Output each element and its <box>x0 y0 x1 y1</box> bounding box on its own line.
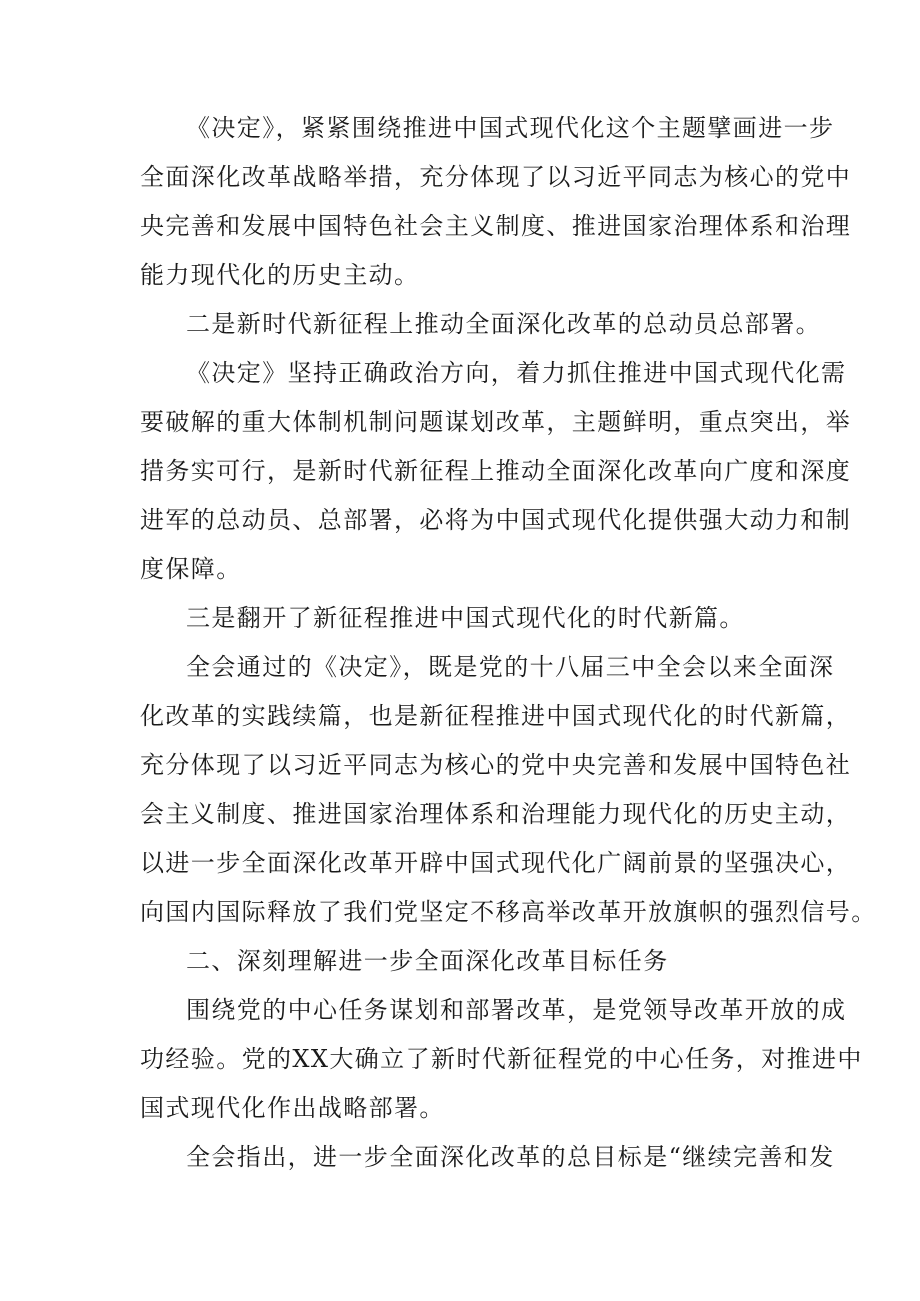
paragraph-3-line-4: 进军的总动员、总部署，必将为中国式现代化提供强大动力和制 <box>140 506 852 534</box>
paragraph-5-line-6: 向国内国际释放了我们党坚定不移高举改革开放旗帜的强烈信号。 <box>140 898 877 926</box>
paragraph-7-line-2: 功经验。党的XX大确立了新时代新征程党的中心任务，对推进中 <box>140 1045 863 1073</box>
section-heading: 二、深刻理解进一步全面深化改革目标任务 <box>186 947 669 975</box>
paragraph-3-line-5: 度保障。 <box>140 555 242 583</box>
paragraph-1-line-4: 能力现代化的历史主动。 <box>140 261 420 289</box>
paragraph-3-line-2: 要破解的重大体制机制问题谋划改革，主题鲜明，重点突出，举 <box>140 408 852 436</box>
paragraph-7-line-1: 围绕党的中心任务谋划和部署改革，是党领导改革开放的成 <box>186 996 847 1024</box>
paragraph-7-line-3: 国式现代化作出战略部署。 <box>140 1094 445 1122</box>
paragraph-1-line-3: 央完善和发展中国特色社会主义制度、推进国家治理体系和治理 <box>140 212 852 240</box>
paragraph-2-line-1: 二是新时代新征程上推动全面深化改革的总动员总部署。 <box>186 310 821 338</box>
paragraph-5-line-5: 以进一步全面深化改革开辟中国式现代化广阔前景的坚强决心， <box>140 849 852 877</box>
paragraph-5-line-4: 会主义制度、推进国家治理体系和治理能力现代化的历史主动， <box>140 800 852 828</box>
paragraph-4-line-1: 三是翻开了新征程推进中国式现代化的时代新篇。 <box>186 604 745 632</box>
paragraph-5-line-2: 化改革的实践续篇，也是新征程推进中国式现代化的时代新篇， <box>140 702 852 730</box>
paragraph-1-line-2: 全面深化改革战略举措，充分体现了以习近平同志为核心的党中 <box>140 163 852 191</box>
paragraph-1-line-1: 《决定》，紧紧围绕推进中国式现代化这个主题擘画进一步 <box>186 114 835 142</box>
paragraph-3-line-3: 措务实可行，是新时代新征程上推动全面深化改革向广度和深度 <box>140 457 852 485</box>
paragraph-8-line-1: 全会指出，进一步全面深化改革的总目标是“继续完善和发 <box>186 1143 835 1171</box>
paragraph-5-line-1: 全会通过的《决定》，既是党的十八届三中全会以来全面深 <box>186 653 835 681</box>
paragraph-3-line-1: 《决定》坚持正确政治方向，着力抓住推进中国式现代化需 <box>186 359 847 387</box>
paragraph-5-line-3: 充分体现了以习近平同志为核心的党中央完善和发展中国特色社 <box>140 751 852 779</box>
